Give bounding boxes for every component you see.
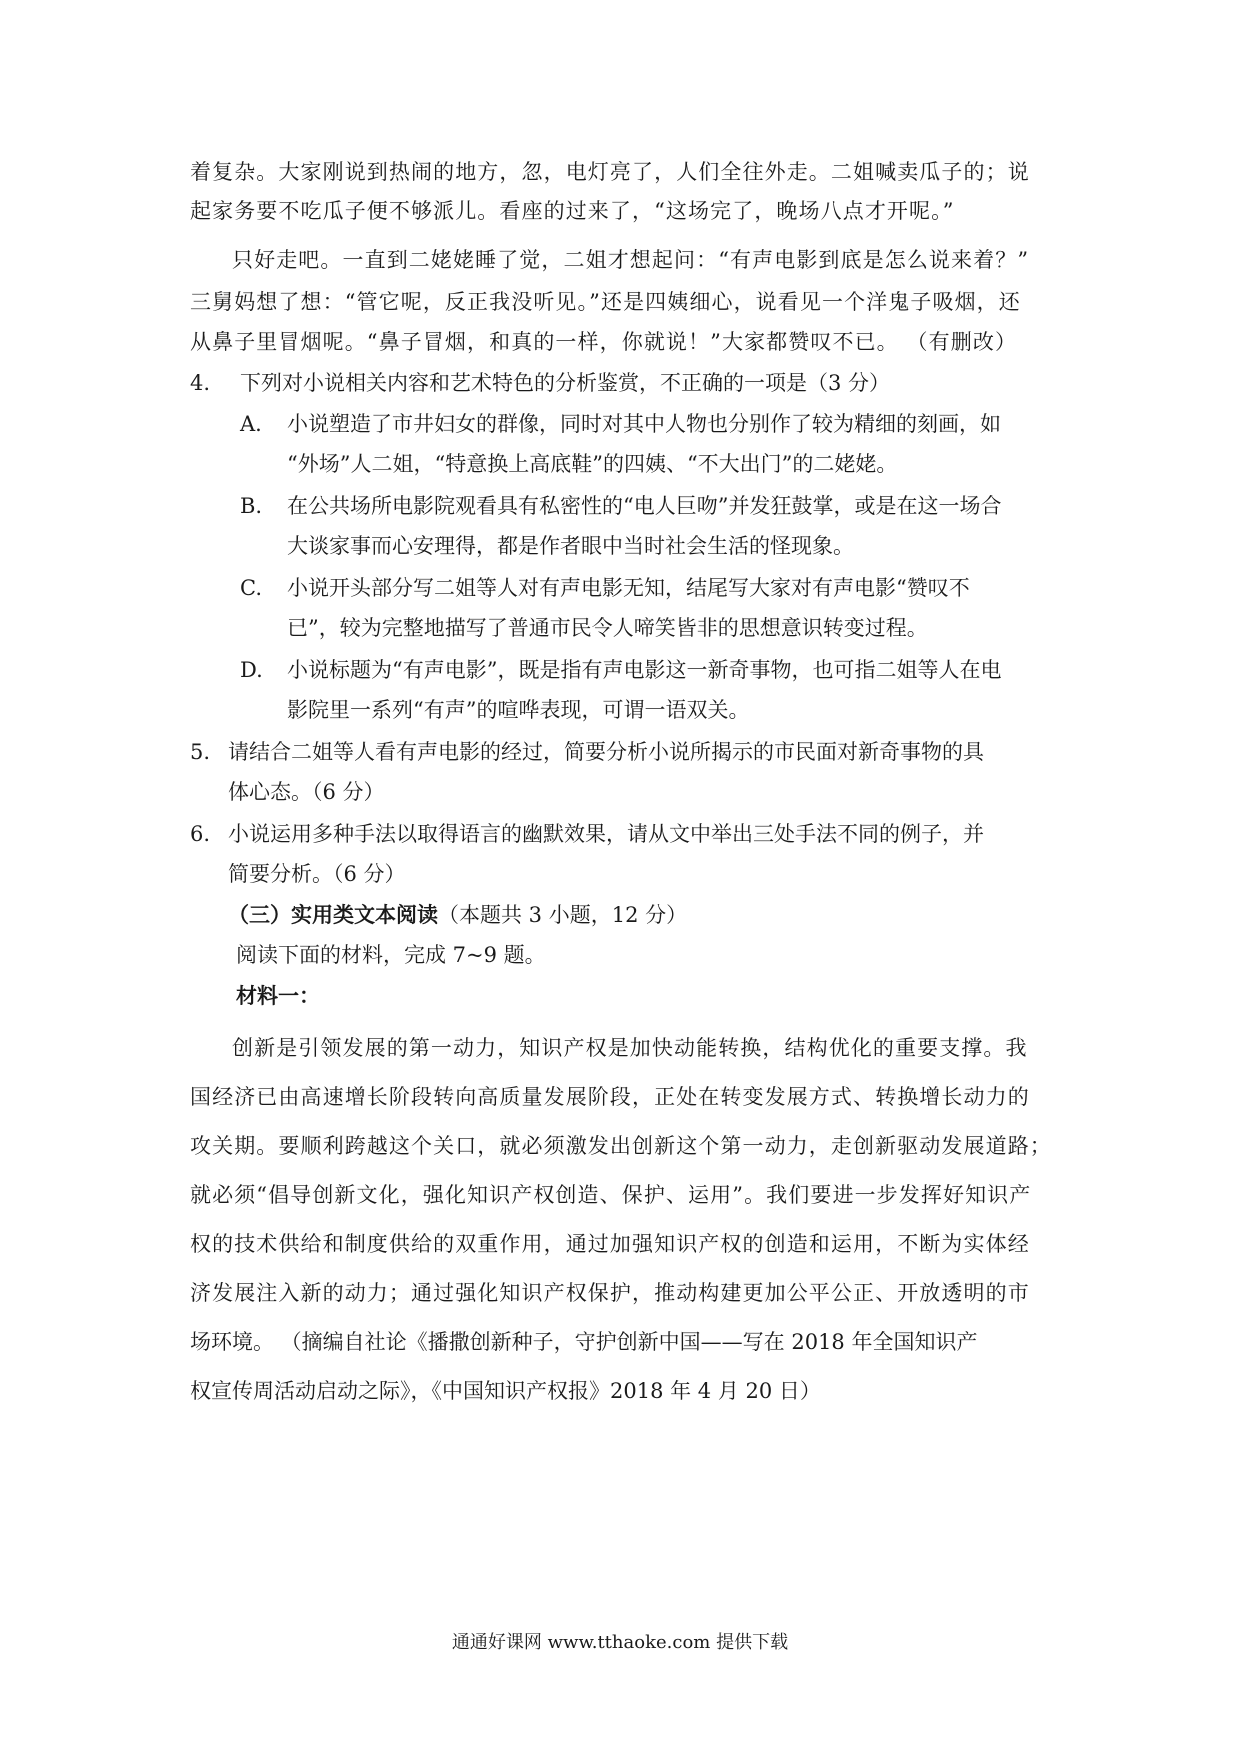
material-line: 就必须“倡导创新文化，强化知识产权创造、保护、运用”。我们要进一步发挥好知识产	[190, 1183, 1032, 1207]
question-stem: 下列对小说相关内容和艺术特色的分析鉴赏，不正确的一项是（3 分）	[240, 371, 891, 395]
option-c-text: 小说开头部分写二姐等人对有声电影无知，结尾写大家对有声电影“赞叹不	[287, 576, 970, 600]
question-stem: 小说运用多种手法以取得语言的幽默效果，请从文中举出三处手法不同的例子，并	[228, 822, 984, 846]
material-line: 权宣传周活动启动之际》，《中国知识产权报》2018 年 4 月 20 日）	[190, 1379, 821, 1403]
question-stem: 请结合二姐等人看有声电影的经过，简要分析小说所揭示的市民面对新奇事物的具	[228, 740, 984, 764]
option-b-text: 大谈家事而心安理得，都是作者眼中当时社会生活的怪现象。	[287, 534, 854, 558]
passage-line: 从鼻子里冒烟呢。“鼻子冒烟，和真的一样，你就说！”大家都赞叹不已。 （有删改）	[190, 330, 1018, 354]
section-heading	[228, 900, 687, 930]
material-line: 权的技术供给和制度供给的双重作用，通过加强知识产权的创造和运用，不断为实体经	[190, 1232, 1030, 1256]
footer-text: 通通好课网 www.tthaoke.com 提供下载	[451, 1632, 789, 1653]
material-line: 济发展注入新的动力；通过强化知识产权保护，推动构建更加公平公正、开放透明的市	[190, 1281, 1030, 1305]
option-c-text: 已”，较为完整地描写了普通市民令人啼笑皆非的思想意识转变过程。	[287, 616, 928, 640]
passage-line: 着复杂。大家刚说到热闹的地方，忽，电灯亮了，人们全往外走。二姐喊卖瓜子的；说	[190, 160, 1030, 184]
question-number: 4.	[190, 371, 211, 395]
option-a-text: 小说塑造了市井妇女的群像，同时对其中人物也分别作了较为精细的刻画，如	[287, 412, 1001, 436]
passage-line: 三舅妈想了想：“管它呢，反正我没听见。”还是四姨细心，说看见一个洋鬼子吸烟，还	[190, 290, 1021, 314]
material-title: 材料一：	[236, 983, 320, 1008]
material-line: 创新是引领发展的第一动力，知识产权是加快动能转换，结构优化的重要支撑。我	[232, 1036, 1028, 1060]
section-instruction: 阅读下面的材料，完成 7~9 题。	[236, 943, 546, 967]
option-a-text: “外场”人二姐，“特意换上高底鞋”的四姨、“不大出门”的二姥姥。	[287, 452, 898, 476]
passage-line: 起家务要不吃瓜子便不够派儿。看座的过来了，“这场完了，晚场八点才开呢。”	[190, 199, 955, 223]
option-label-a: A.	[240, 412, 262, 436]
option-label-d: D.	[240, 658, 263, 682]
material-line: 国经济已由高速增长阶段转向高质量发展阶段，正处在转变发展方式、转换增长动力的	[190, 1085, 1030, 1109]
option-label-c: C.	[240, 576, 262, 600]
option-label-b: B.	[240, 494, 263, 518]
section-heading-bold: （三）实用类文本阅读	[228, 902, 438, 927]
option-b-text: 在公共场所电影院观看具有私密性的“电人巨吻”并发狂鼓掌，或是在这一场合	[287, 494, 1002, 518]
question-stem: 体心态。（6 分）	[228, 780, 385, 804]
question-stem: 简要分析。（6 分）	[228, 862, 406, 886]
passage-line: 只好走吧。一直到二姥姥睡了觉，二姐才想起问：“有声电影到底是怎么说来着？”	[232, 248, 1030, 272]
question-number: 6.	[190, 822, 211, 846]
section-heading-rest: （本题共 3 小题，12 分）	[438, 903, 688, 927]
material-line: 场环境。 （摘编自社论《播撒创新种子，守护创新中国——写在 2018 年全国知识产	[190, 1330, 978, 1354]
option-d-text: 小说标题为“有声电影”，既是指有声电影这一新奇事物，也可指二姐等人在电	[287, 658, 1002, 682]
material-line: 攻关期。要顺利跨越这个关口，就必须激发出创新这个第一动力，走创新驱动发展道路；	[190, 1134, 1052, 1158]
question-number: 5.	[190, 740, 211, 764]
option-d-text: 影院里一系列“有声”的喧哗表现，可谓一语双关。	[287, 698, 750, 722]
